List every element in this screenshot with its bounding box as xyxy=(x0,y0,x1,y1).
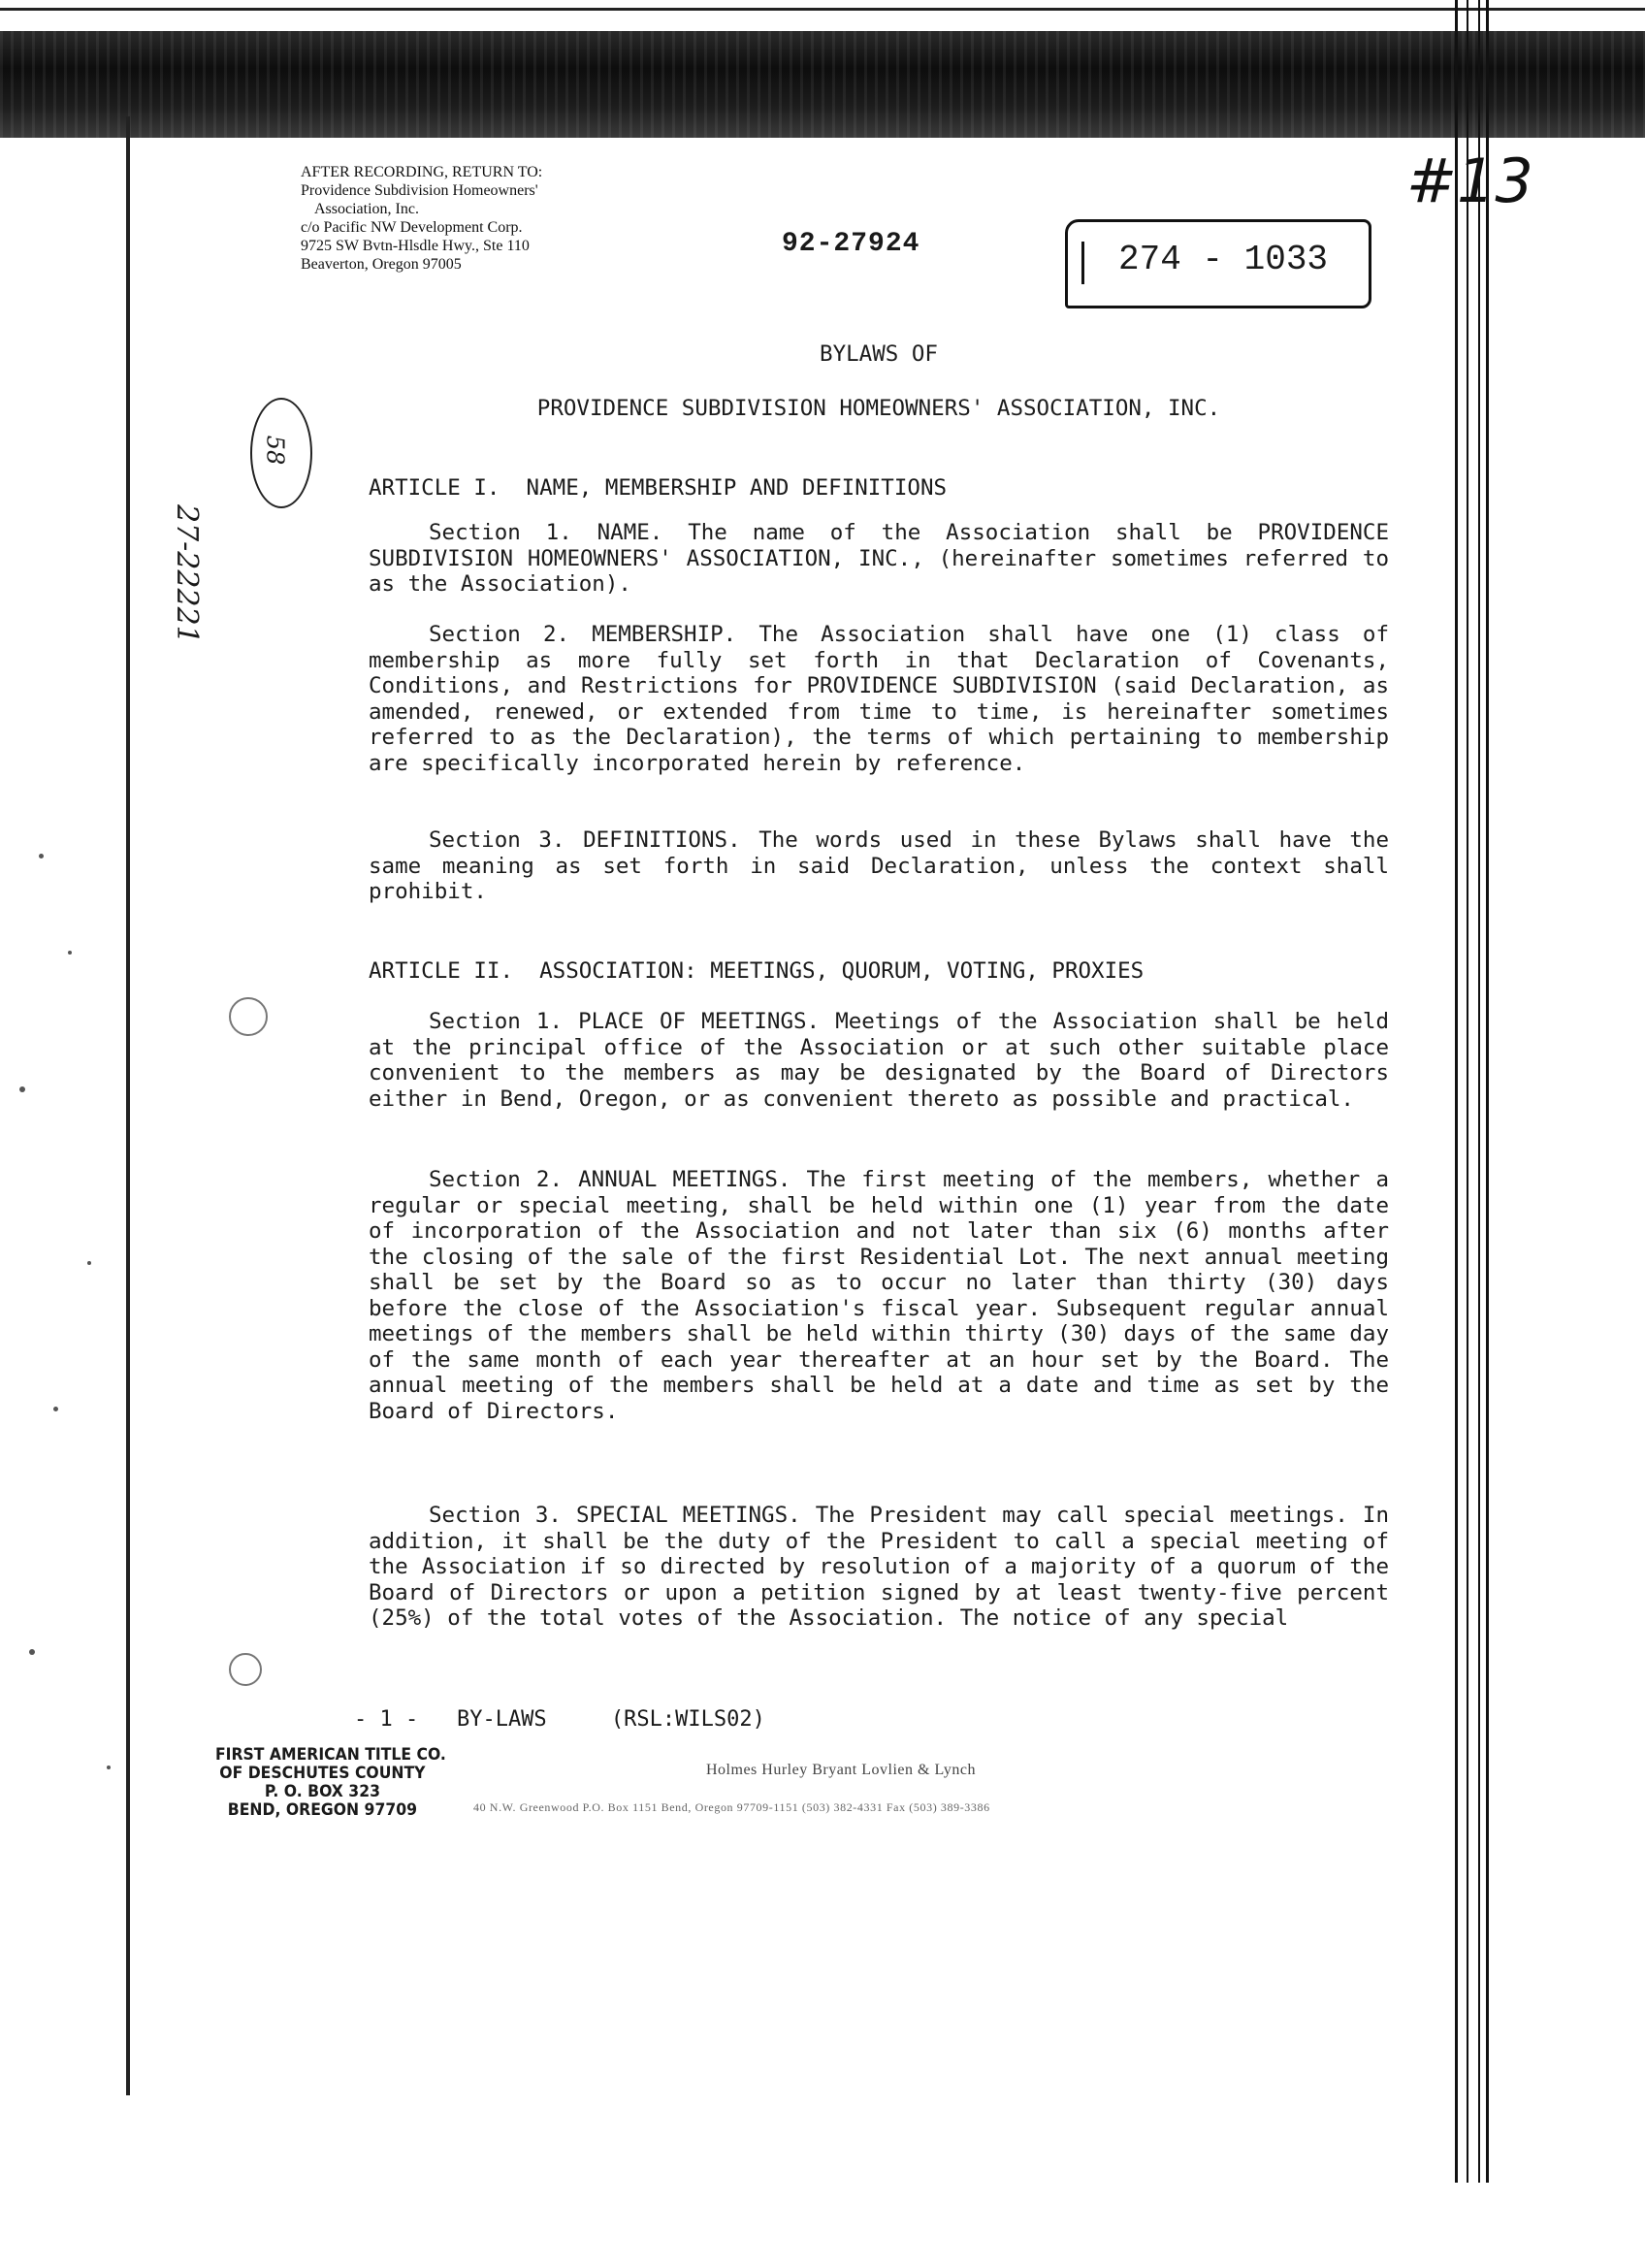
scan-speckle xyxy=(87,1261,91,1265)
return-line: c/o Pacific NW Development Corp. xyxy=(301,219,523,236)
return-line: Beaverton, Oregon 97005 xyxy=(301,256,462,273)
circled-note-text: 58 xyxy=(261,435,289,466)
article-1-section-3 xyxy=(369,827,1389,905)
document-title: BYLAWS OF xyxy=(820,341,938,367)
book-page-stamp xyxy=(1065,219,1371,308)
circled-margin-note xyxy=(250,398,312,508)
return-line: 9725 SW Bvtn-Hlsdle Hwy., Ste 110 xyxy=(301,238,530,254)
scan-hole-punch xyxy=(229,997,268,1036)
title-company-line: OF DESCHUTES COUNTY xyxy=(219,1764,426,1783)
scan-hole-punch xyxy=(229,1653,262,1686)
scan-edge-line xyxy=(1478,0,1480,2183)
handwritten-tag-number: #13 xyxy=(1406,146,1533,216)
vertical-margin-note: 27-22221 xyxy=(170,504,204,644)
law-firm-address: 40 N.W. Greenwood P.O. Box 1151 Bend, Oregon 97709-1151 (503) 382-4331 Fax (503) 389-3386 xyxy=(473,1800,990,1814)
scan-edge-line xyxy=(1486,0,1489,2183)
title-company-line: BEND, OREGON 97709 xyxy=(227,1800,417,1820)
section-text: Section 3. DEFINITIONS. The words used in these Bylaws shall have the same meaning as set forth in said Declaration, unless the context shall prohibit. xyxy=(369,827,1389,904)
section-text: Section 3. SPECIAL MEETINGS. The President may call special meetings. In addition, it shall be the duty of the President to call a special meeting of the Association if so directed by resolution of a majority of a quorum of the Board of Directors or upon a petition signed by at least twenty-five percent (25%) of the total votes of the Association. The notice of any special xyxy=(369,1503,1389,1631)
article-1-section-1 xyxy=(369,520,1389,598)
article-2-section-2 xyxy=(369,1167,1389,1424)
title-company-line: FIRST AMERICAN TITLE CO. xyxy=(215,1745,446,1765)
article-1-heading: ARTICLE I. NAME, MEMBERSHIP AND DEFINITIONS xyxy=(369,475,948,501)
scan-edge-line xyxy=(1455,0,1458,2183)
scan-speckle xyxy=(29,1649,35,1655)
article-2-section-3 xyxy=(369,1503,1389,1632)
article-2-section-1 xyxy=(369,1009,1389,1112)
scan-dark-band xyxy=(0,31,1645,138)
scan-top-rule xyxy=(0,8,1645,11)
section-text: Section 2. MEMBERSHIP. The Association shall have one (1) class of membership as more fully set forth in that Declaration of Covenants, Conditions, and Restrictions for PROVIDENCE SUBDIVISION (said Declaration, as amended, renewed, or extended from time to time, is hereinafter sometimes referred to as the Declaration), the terms of which pertaining to membership are specifically incorporated herein by reference. xyxy=(369,622,1389,776)
scan-left-edge xyxy=(126,116,130,2095)
scan-speckle xyxy=(53,1407,58,1411)
return-address-block xyxy=(301,163,621,274)
article-2-heading: ARTICLE II. ASSOCIATION: MEETINGS, QUORUM, VOTING, PROXIES xyxy=(369,958,1145,984)
page-footer: - 1 - BY-LAWS (RSL:WILS02) xyxy=(354,1707,765,1732)
recording-document-number: 92-27924 xyxy=(782,229,920,259)
stamp-tick xyxy=(1081,242,1084,284)
scan-speckle xyxy=(68,951,72,955)
return-line: Association, Inc. xyxy=(314,201,419,217)
scan-speckle xyxy=(107,1766,111,1769)
scan-speckle xyxy=(39,854,44,859)
scan-edge-line xyxy=(1467,0,1468,2183)
section-text: Section 1. NAME. The name of the Association shall be PROVIDENCE SUBDIVISION HOMEOWNERS' ASSOCIATION, INC., (hereinafter sometimes referred to as the Association). xyxy=(369,520,1389,597)
return-line: Providence Subdivision Homeowners' xyxy=(301,182,538,199)
title-company-line: P. O. BOX 323 xyxy=(264,1782,380,1801)
title-company-stamp xyxy=(215,1745,446,1820)
scan-speckle xyxy=(19,1086,25,1092)
section-text: Section 2. ANNUAL MEETINGS. The first meeting of the members, whether a regular or special meeting, shall be held within one (1) year from the date of incorporation of the Association and not later than six (6) months after the closing of the sale of the first Residential Lot. The next annual meeting shall be set by the Board so as to occur no later than thirty (30) days before the close of the Association's fiscal year. Subsequent regular annual meetings of the members shall be held within thirty (30) days of the same day of the same month of each year thereafter at an hour set by the Board. The annual meeting of the members shall be held at a date and time as set by the Board of Directors. xyxy=(369,1167,1389,1424)
return-line: AFTER RECORDING, RETURN TO: xyxy=(301,164,543,180)
section-text: Section 1. PLACE OF MEETINGS. Meetings of the Association shall be held at the principal office of the Association or at such other suitable place convenient to the members as may be designated by the Board of Directors either in Bend, Oregon, or as convenient thereto as possible and practical. xyxy=(369,1009,1389,1112)
association-title: PROVIDENCE SUBDIVISION HOMEOWNERS' ASSOCIATION, INC. xyxy=(536,396,1221,421)
law-firm-name: Holmes Hurley Bryant Lovlien & Lynch xyxy=(706,1762,976,1778)
article-1-section-2 xyxy=(369,622,1389,776)
book-page-number: 274 - 1033 xyxy=(1118,240,1329,279)
